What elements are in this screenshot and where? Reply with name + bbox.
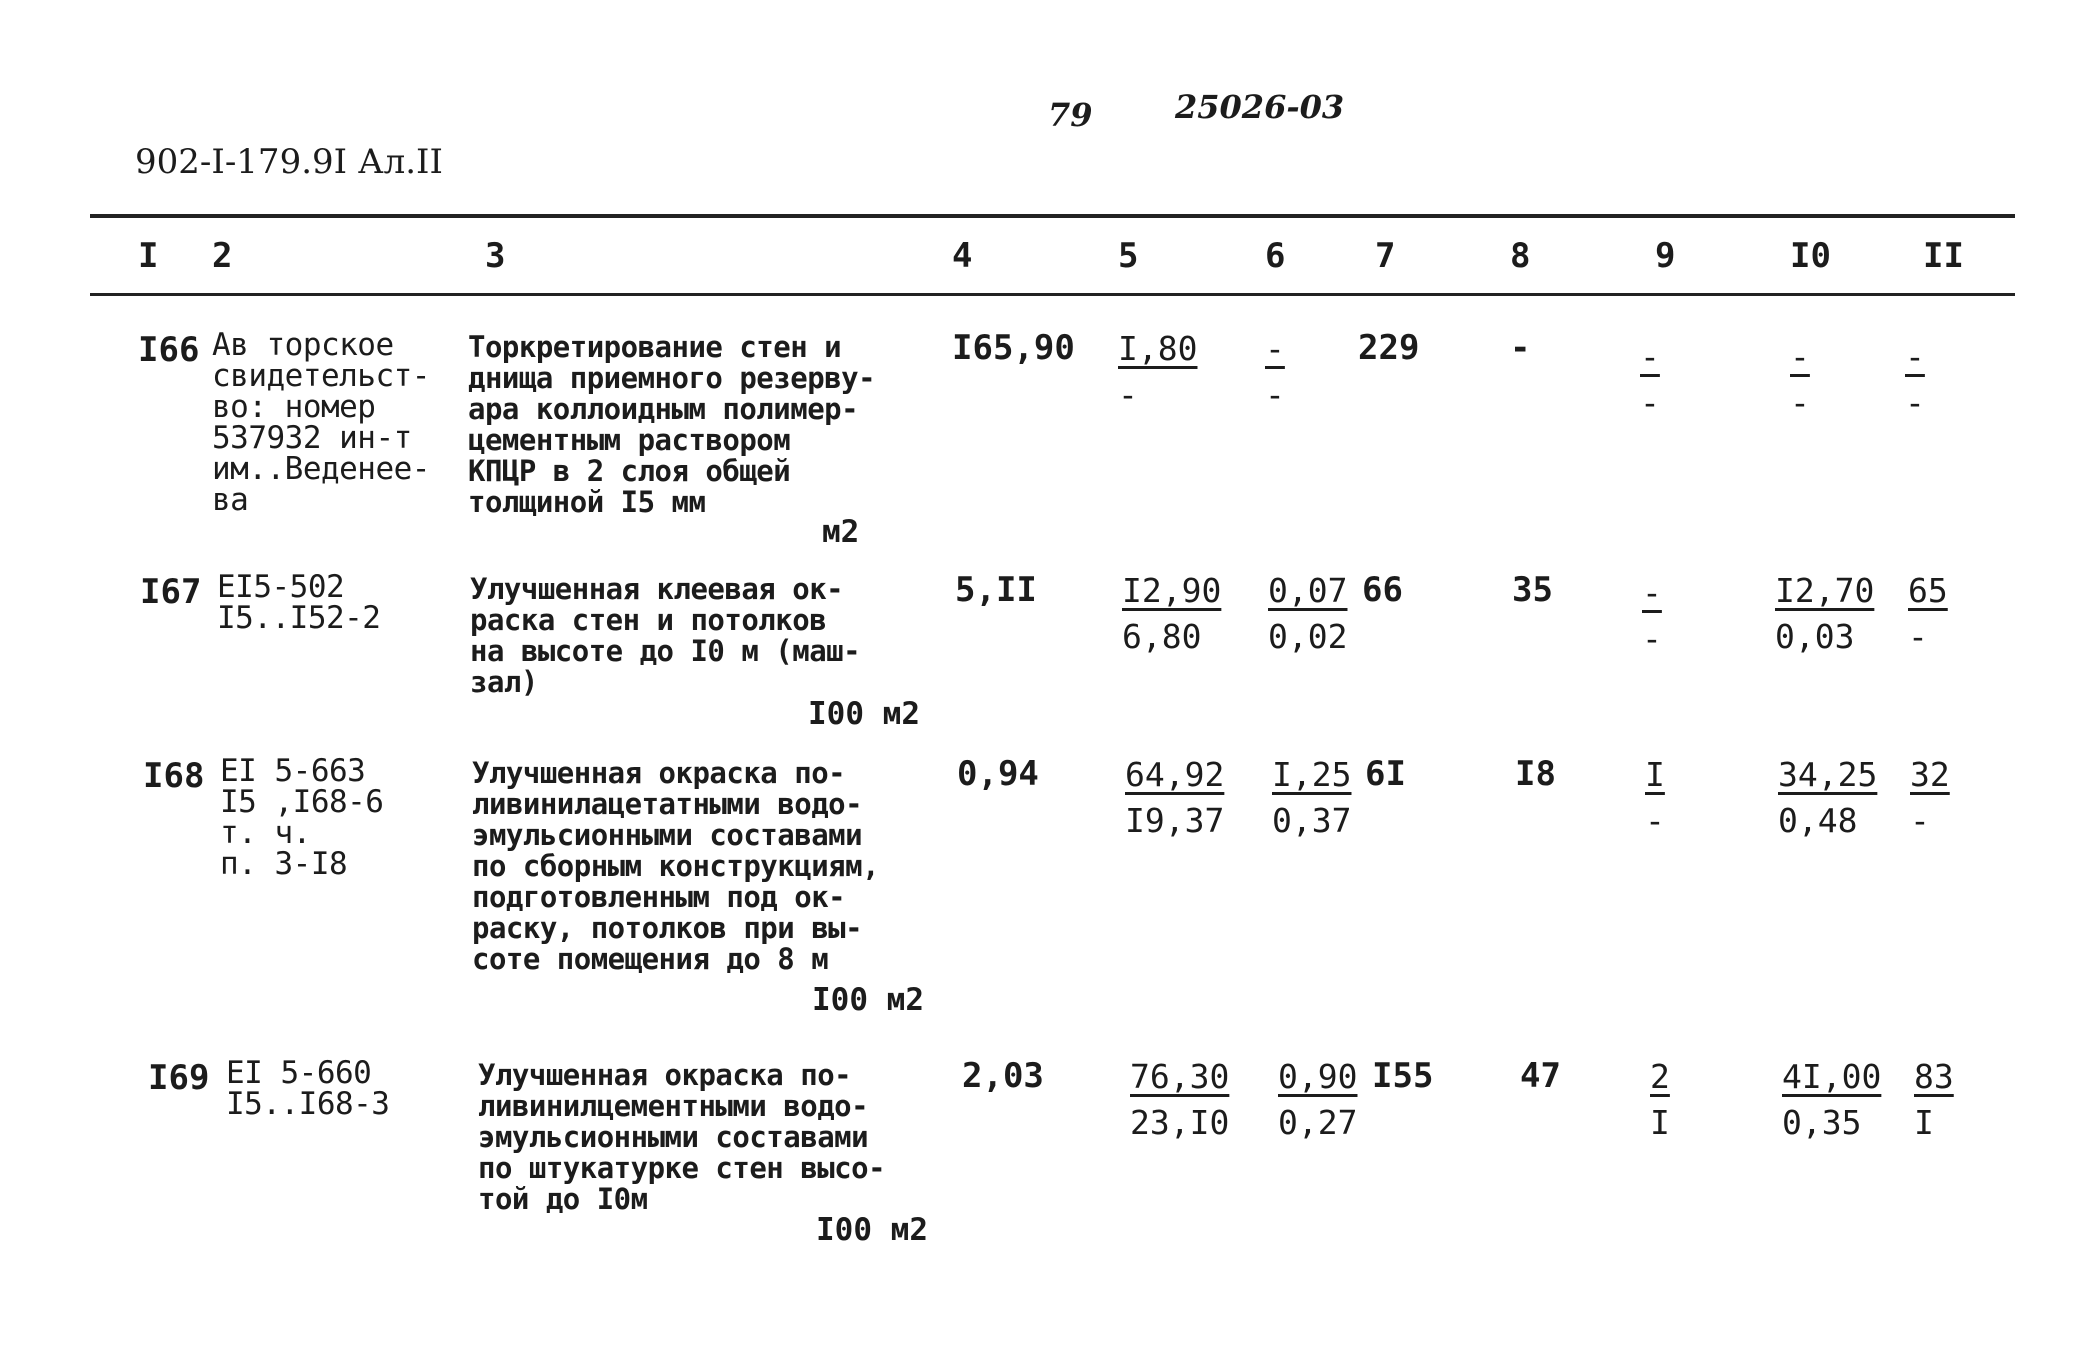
column-header: 6 [1265, 236, 1286, 276]
col11-fraction [1910, 752, 1950, 844]
col10-top: I2,70 [1775, 571, 1875, 610]
col9-fraction [1642, 570, 1662, 662]
col5-fraction [1130, 1054, 1229, 1146]
col6-top: I,25 [1272, 755, 1352, 794]
page-number: 79 [1048, 96, 1093, 134]
col7-value: 229 [1358, 328, 1420, 368]
row-unit: I00 м2 [816, 1212, 928, 1248]
row-quantity: I65,90 [952, 328, 1075, 368]
col11-fraction [1908, 568, 1948, 660]
col9-bottom: I [1650, 1103, 1670, 1142]
row-code: ЕI5-502 I5..I52-2 [217, 569, 381, 636]
col5-top: 76,30 [1130, 1057, 1230, 1096]
table-top-rule [90, 214, 2015, 218]
row-number: I69 [148, 1058, 210, 1098]
col5-top: I2,90 [1122, 571, 1222, 610]
col10-fraction [1778, 752, 1877, 844]
col6-bottom: - [1265, 375, 1285, 414]
col5-top: I,80 [1118, 329, 1198, 368]
col9-fraction [1640, 334, 1660, 426]
col8-value: 47 [1520, 1056, 1561, 1096]
col9-bottom: - [1645, 801, 1665, 840]
column-header: I [138, 236, 159, 276]
col10-fraction [1782, 1054, 1881, 1146]
col8-value: 35 [1512, 570, 1553, 610]
row-unit: I00 м2 [808, 696, 920, 732]
col6-top: 0,07 [1268, 571, 1348, 610]
document-number: 25026-03 [1175, 88, 1345, 126]
col9-top: I [1645, 755, 1665, 794]
col9-top: 2 [1650, 1057, 1670, 1096]
col5-fraction [1122, 568, 1221, 660]
col10-bottom: 0,03 [1775, 617, 1855, 656]
col11-bottom: - [1905, 383, 1925, 422]
row-code: ЕI 5-663 I5 ,I68-6 т. ч. п. 3-I8 [220, 753, 384, 882]
row-description: Улучшенная окраска по- ливинилцементными водо- эмульсионными составами по штукатурке стен высо- той до I0м [478, 1058, 886, 1216]
col6-fraction [1272, 752, 1351, 844]
col6-fraction [1265, 326, 1285, 418]
col7-value: I55 [1372, 1056, 1434, 1096]
col11-fraction [1905, 334, 1925, 426]
row-unit: I00 м2 [812, 982, 924, 1018]
col10-bottom: 0,48 [1778, 801, 1858, 840]
col9-top: - [1640, 337, 1660, 376]
row-number: I68 [143, 756, 205, 796]
col10-top: 4I,00 [1782, 1057, 1882, 1096]
col8-value: I8 [1515, 754, 1556, 794]
row-code: ЕI 5-660 I5..I68-3 [226, 1055, 390, 1122]
col11-top: - [1905, 337, 1925, 376]
col6-top: - [1265, 329, 1285, 368]
col6-bottom: 0,27 [1278, 1103, 1358, 1142]
col5-bottom: 6,80 [1122, 617, 1202, 656]
col5-fraction [1118, 326, 1197, 418]
col5-bottom: 23,I0 [1130, 1103, 1230, 1142]
col5-top: 64,92 [1125, 755, 1225, 794]
col11-bottom: I [1914, 1103, 1934, 1142]
col10-fraction [1790, 334, 1810, 426]
col6-fraction [1278, 1054, 1357, 1146]
column-header: 4 [952, 236, 973, 276]
col11-fraction [1914, 1054, 1954, 1146]
col7-value: 6I [1365, 754, 1406, 794]
col11-bottom: - [1910, 801, 1930, 840]
row-unit: м2 [822, 514, 860, 550]
col9-fraction [1645, 752, 1665, 844]
column-header: 7 [1375, 236, 1396, 276]
column-header: 3 [485, 236, 506, 276]
col11-top: 32 [1910, 755, 1950, 794]
col7-value: 66 [1362, 570, 1403, 610]
column-header: 8 [1510, 236, 1531, 276]
col10-top: - [1790, 337, 1810, 376]
col6-bottom: 0,37 [1272, 801, 1352, 840]
col9-fraction [1650, 1054, 1670, 1146]
row-number: I67 [140, 572, 202, 612]
col9-top: - [1642, 573, 1662, 612]
col5-bottom: - [1118, 375, 1138, 414]
document-reference: 902-I-179.9I Ал.II [135, 142, 443, 182]
column-header: I0 [1790, 236, 1831, 276]
column-header: 2 [212, 236, 233, 276]
col10-bottom: - [1790, 383, 1810, 422]
col8-value: - [1510, 328, 1531, 368]
col10-bottom: 0,35 [1782, 1103, 1862, 1142]
row-quantity: 2,03 [962, 1056, 1044, 1096]
col5-bottom: I9,37 [1125, 801, 1225, 840]
row-quantity: 0,94 [957, 754, 1039, 794]
col6-fraction [1268, 568, 1347, 660]
row-description: Улучшенная клеевая ок- раска стен и потолков на высоте до I0 м (маш- зал) [470, 572, 861, 699]
row-description: Торкретирование стен и днища приемного резерву- ара коллоидным полимер- цементным раствором КПЦР в 2 слоя общей толщиной I5 мм [468, 330, 876, 519]
row-quantity: 5,II [955, 570, 1037, 610]
row-code: Ав торское свидетельст- во: номер 537932 ин-т им..Веденее- ва [212, 327, 430, 518]
col10-fraction [1775, 568, 1874, 660]
column-header: 9 [1655, 236, 1676, 276]
col5-fraction [1125, 752, 1224, 844]
col9-bottom: - [1642, 619, 1662, 658]
col6-bottom: 0,02 [1268, 617, 1348, 656]
col11-top: 65 [1908, 571, 1948, 610]
col10-top: 34,25 [1778, 755, 1878, 794]
row-description: Улучшенная окраска по- ливинилацетатными водо- эмульсионными составами по сборным конструкциям, подготовленным под ок- раску, потолков при вы- соте помещения до 8 м [472, 756, 880, 976]
column-header: II [1923, 236, 1964, 276]
col9-bottom: - [1640, 383, 1660, 422]
col6-top: 0,90 [1278, 1057, 1358, 1096]
col11-bottom: - [1908, 617, 1928, 656]
col11-top: 83 [1914, 1057, 1954, 1096]
header-bottom-rule [90, 293, 2015, 296]
row-number: I66 [138, 330, 200, 370]
column-header: 5 [1118, 236, 1139, 276]
